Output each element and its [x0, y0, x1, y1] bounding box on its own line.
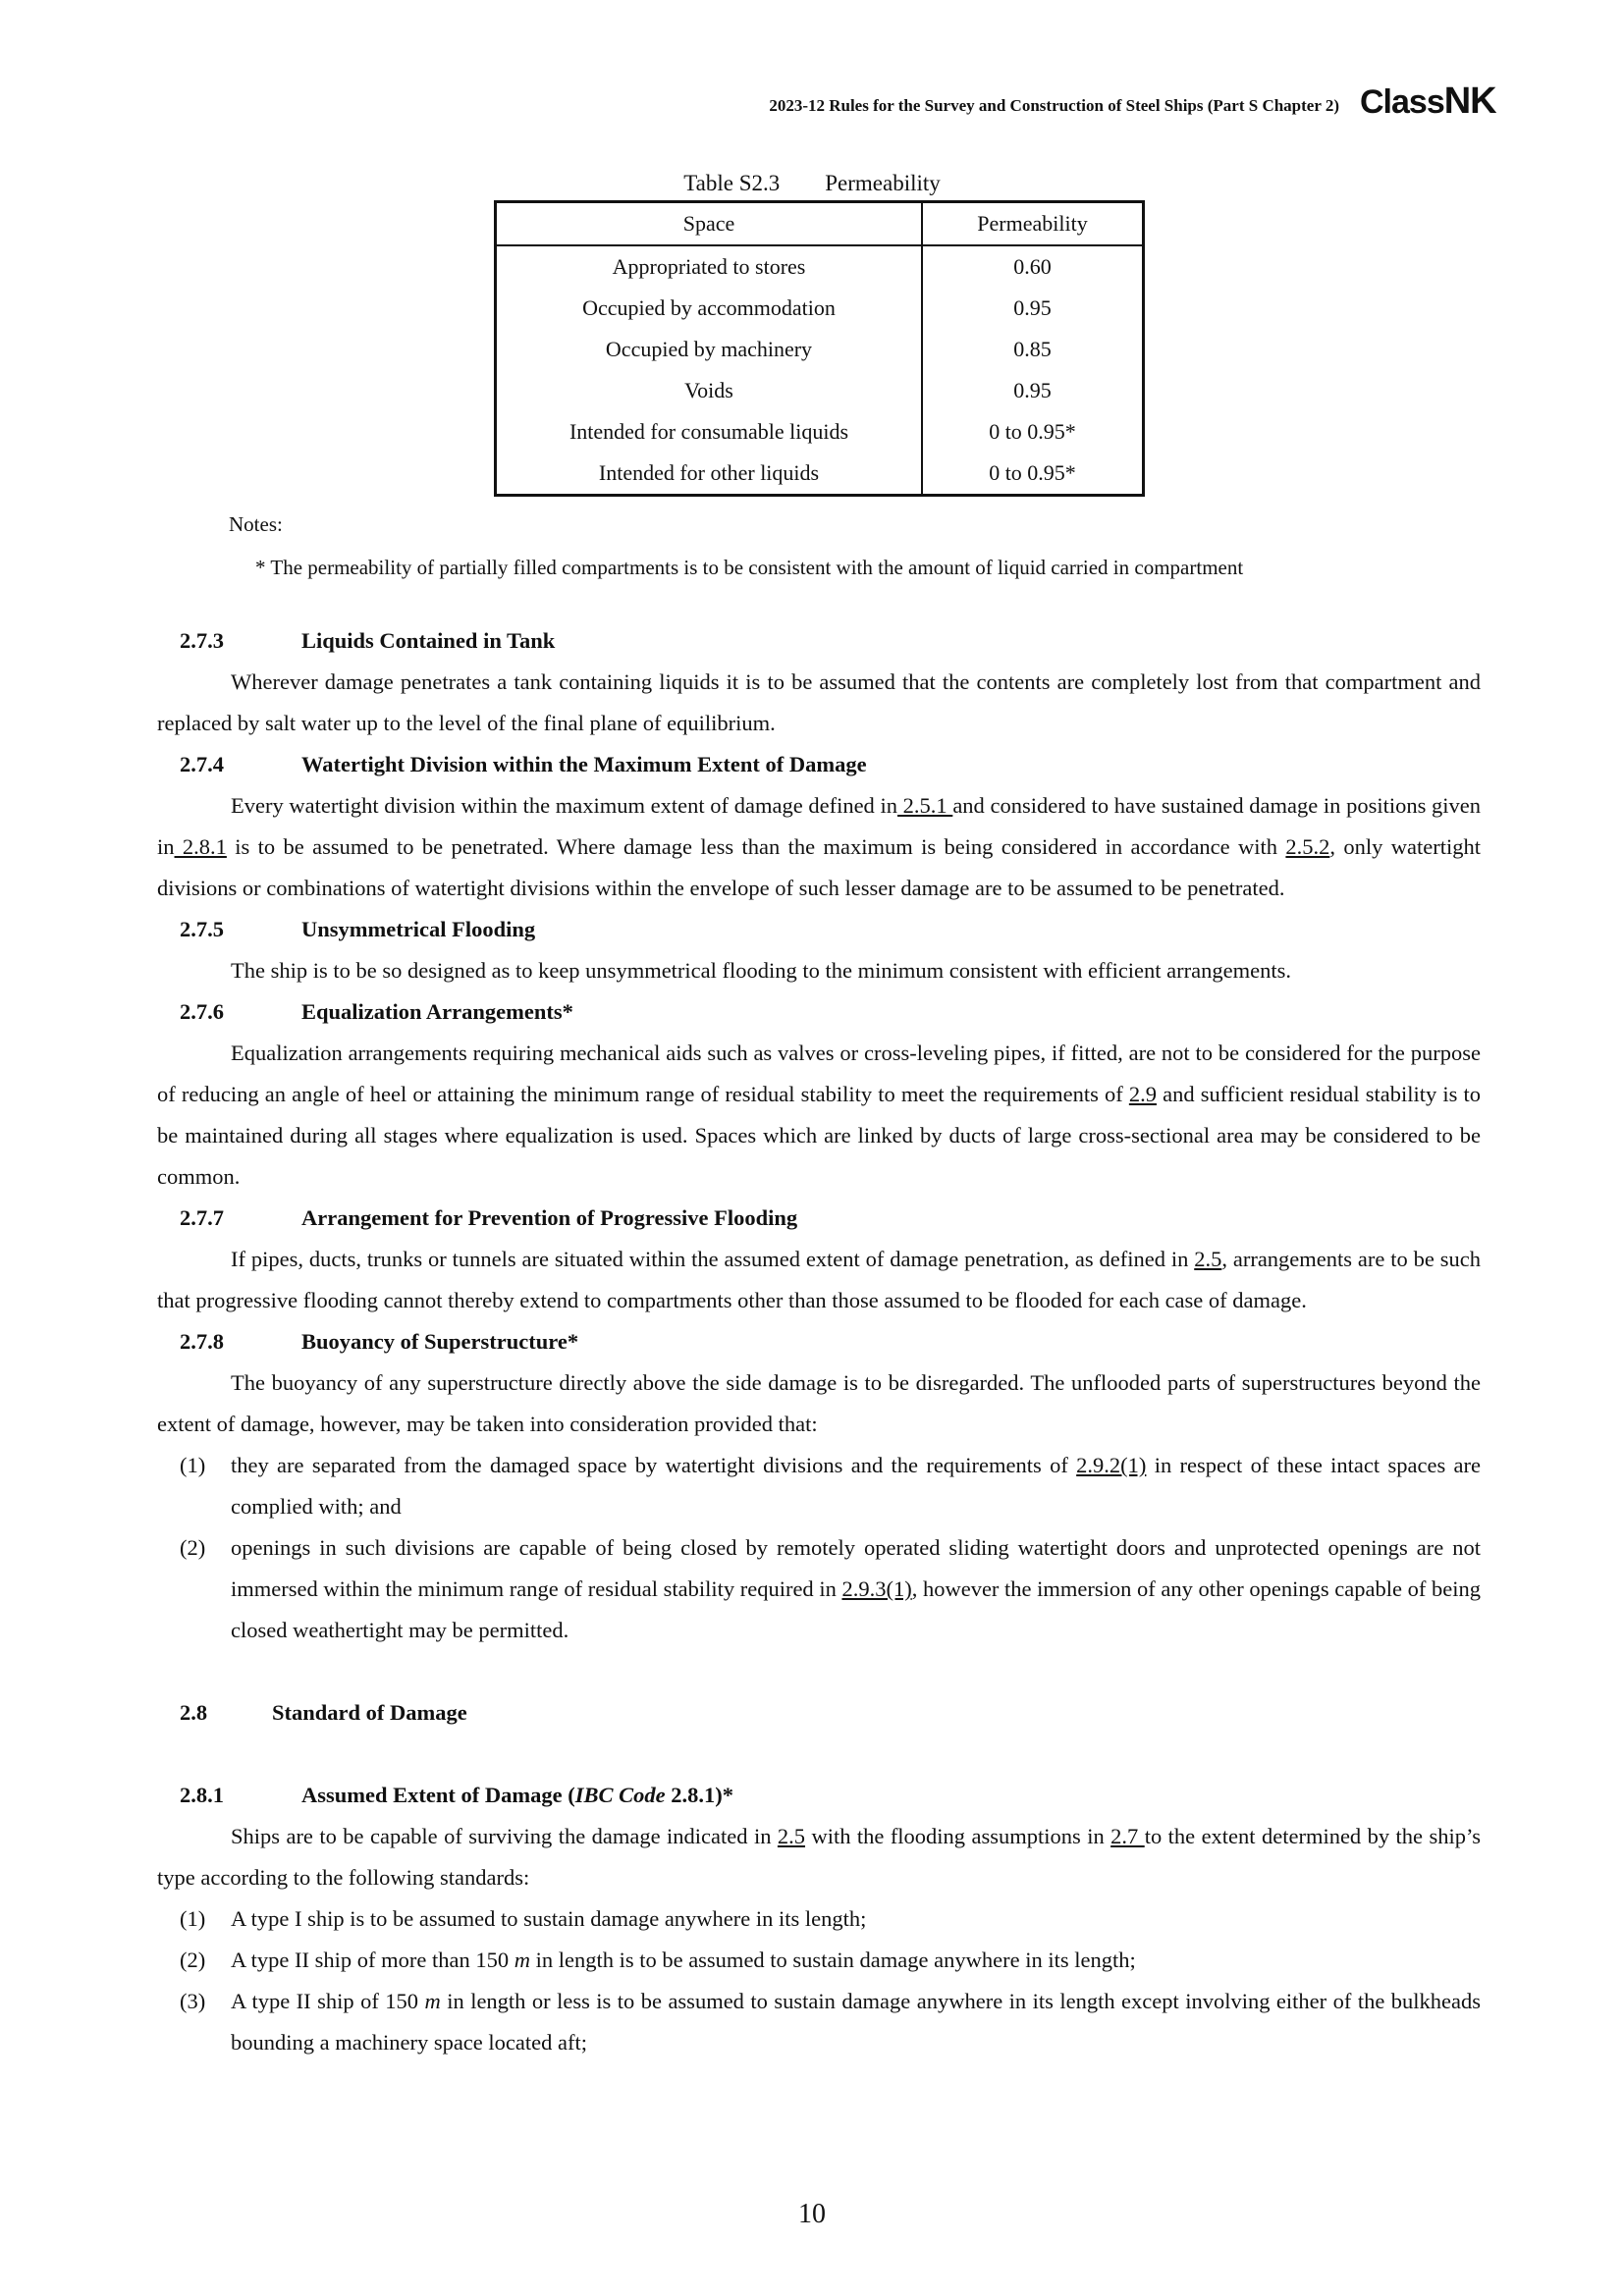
section-heading-2-7-6 [180, 991, 1481, 1033]
section-title: Buoyancy of Superstructure* [301, 1329, 579, 1354]
section-paragraph [157, 1239, 1481, 1321]
table-row [496, 329, 1144, 370]
ref-link-2-7[interactable]: 2.7 [1110, 1824, 1145, 1848]
text-run: in length or less is to be assumed to sustain damage anywhere in its length except involving either of the bulkheads bounding a machinery space located aft; [231, 1989, 1481, 2055]
table-header-row [496, 202, 1144, 246]
text-run: in respect of these intact spaces are complied with; and [231, 1453, 1481, 1519]
section-heading-2-8 [180, 1692, 1481, 1734]
spacer [157, 1734, 1481, 1775]
text-run: in length is to be assumed to sustain damage anywhere in its length; [529, 1948, 1136, 1972]
table-caption-title: Permeability [825, 171, 941, 195]
ref-link-2-5-1[interactable]: 2.5.1 [896, 793, 953, 818]
table-cell-permeability: 0 to 0.95* [989, 419, 1076, 444]
section-title: Watertight Division within the Maximum Extent of Damage [301, 752, 867, 776]
text-run: A type I ship is to be assumed to sustain damage anywhere in its length; [231, 1906, 867, 1931]
page-number: 10 [798, 2199, 826, 2229]
unit-symbol: m [424, 1989, 441, 2013]
list-item [157, 1898, 1481, 1940]
table-cell-space: Occupied by machinery [496, 329, 923, 370]
ref-link-2-5[interactable]: 2.5 [777, 1824, 806, 1848]
section-title: Equalization Arrangements* [301, 999, 573, 1024]
list-marker: (2) [180, 1535, 206, 1560]
text-run: with the flooding assumptions in [805, 1824, 1111, 1848]
text-run: openings in such divisions are capable of being closed by remotely operated sliding watertight doors and unprotected openings are not immersed within the minimum range of residual stability required in [231, 1535, 1481, 1601]
section-heading-2-7-8 [180, 1321, 1481, 1362]
ref-link-2-9-2-1[interactable]: 2.9.2(1) [1076, 1453, 1147, 1477]
notes-label: Notes: [229, 512, 283, 536]
section-title-suffix: 2.8.1)* [665, 1783, 733, 1807]
table-cell-permeability: 0.95 [1013, 295, 1052, 320]
ref-link-2-5-2[interactable]: 2.5.2 [1285, 834, 1330, 859]
text-run: If pipes, ducts, trunks or tunnels are situated within the assumed extent of damage penetration, as defined in [231, 1247, 1195, 1271]
section-paragraph: The buoyancy of any superstructure directly above the side damage is to be disregarded. The unflooded parts of superstructures beyond the extent of damage, however, may be taken into consideration provided that: [157, 1370, 1481, 1436]
section-number: 2.7.6 [180, 999, 224, 1024]
table-row [496, 453, 1144, 496]
text-run: and sufficient residual stability is to be maintained during all stages where equalization is used. Spaces which are linked by ducts of large cross-sectional area may be considered to be common. [157, 1082, 1482, 1189]
classnk-logo [1360, 80, 1496, 123]
list-marker: (2) [180, 1948, 206, 1972]
text-run: Ships are to be capable of surviving the damage indicated in [231, 1824, 778, 1848]
section-number: 2.7.4 [180, 752, 224, 776]
section-title: Assumed Extent of Damage ( [301, 1783, 575, 1807]
section-paragraph [157, 785, 1481, 909]
text-run: they are separated from the damaged space by watertight divisions and the requirements of [231, 1453, 1077, 1477]
page-header [0, 80, 1624, 126]
table-cell-permeability: 0.85 [1013, 337, 1052, 361]
section-heading-2-7-4 [180, 744, 1481, 785]
table-cell-space: Voids [496, 370, 923, 411]
text-run: A type II ship of more than 150 [231, 1948, 514, 1972]
section-number: 2.7.7 [180, 1205, 224, 1230]
table-cell-space: Occupied by accommodation [496, 288, 923, 329]
list-marker: (1) [180, 1453, 206, 1477]
section-number: 2.8.1 [180, 1783, 224, 1807]
section-heading-2-7-5 [180, 909, 1481, 950]
list-marker: (3) [180, 1989, 206, 2013]
ref-link-2-5[interactable]: 2.5 [1194, 1247, 1222, 1271]
ref-link-2-8-1[interactable]: 2.8.1 [174, 834, 227, 859]
table-cell-permeability: 0.95 [1013, 378, 1052, 402]
section-heading-2-8-1 [180, 1775, 1481, 1816]
table-row [496, 288, 1144, 329]
section-number: 2.7.3 [180, 628, 224, 653]
header-title: 2023-12 Rules for the Survey and Construction of Steel Ships (Part S Chapter 2) [769, 96, 1339, 115]
table-caption [0, 171, 1624, 196]
table-caption-id: Table S2.3 [683, 171, 781, 195]
unit-symbol: m [514, 1948, 530, 1972]
ref-link-2-9[interactable]: 2.9 [1128, 1082, 1157, 1106]
text-run: Every watertight division within the maximum extent of damage defined in [231, 793, 897, 818]
list-marker: (1) [180, 1906, 206, 1931]
table-cell-space: Intended for other liquids [496, 453, 923, 496]
section-paragraph: The ship is to be so designed as to keep unsymmetrical flooding to the minimum consistent with efficient arrangements. [231, 958, 1291, 983]
spacer [157, 1651, 1481, 1692]
table-cell-permeability: 0 to 0.95* [989, 460, 1076, 485]
list-item [157, 1981, 1481, 2063]
list-item [157, 1527, 1481, 1651]
text-run: Equalization arrangements requiring mechanical aids such as valves or cross-leveling pipes, if fitted, are not to be considered for the purpose of reducing an angle of heel or attaining the minimum range of residual stability to meet the requirements of [157, 1041, 1481, 1106]
note-text: * The permeability of partially filled compartments is to be consistent with the amount of liquid carried in compartment [255, 556, 1244, 579]
section-title-code: IBC Code [574, 1783, 666, 1807]
table-cell-space: Appropriated to stores [496, 245, 923, 288]
table-row [496, 245, 1144, 288]
section-title: Standard of Damage [272, 1700, 467, 1725]
table-cell-permeability: 0.60 [1013, 254, 1052, 279]
logo-class-text: Class [1360, 83, 1444, 121]
section-paragraph [157, 1033, 1481, 1198]
text-run: and considered to have sustained damage in positions given in [157, 793, 1481, 859]
text-run: , only watertight divisions or combinations of watertight divisions within the envelope of such lesser damage are to be assumed to be penetrated. [157, 834, 1481, 900]
document-body [157, 620, 1481, 2063]
list-item [157, 1445, 1481, 1527]
section-heading-2-7-3 [180, 620, 1481, 662]
table-row [496, 411, 1144, 453]
text-run: to the extent determined by the ship’s type according to the following standards: [157, 1824, 1481, 1890]
logo-nk-text: NK [1443, 80, 1496, 122]
table-row [496, 370, 1144, 411]
text-run: , arrangements are to be such that progressive flooding cannot thereby extend to compartments other than those assumed to be flooded for each case of damage. [157, 1247, 1482, 1312]
section-title: Liquids Contained in Tank [301, 628, 556, 653]
table-cell-space: Intended for consumable liquids [496, 411, 923, 453]
column-header-permeability: Permeability [922, 202, 1144, 246]
section-number: 2.7.5 [180, 917, 224, 941]
text-run: is to be assumed to be penetrated. Where damage less than the maximum is being considered in accordance with [226, 834, 1286, 859]
section-heading-2-7-7 [180, 1198, 1481, 1239]
section-paragraph: Wherever damage penetrates a tank containing liquids it is to be assumed that the contents are completely lost from that compartment and replaced by salt water up to the level of the final plane of equilibrium. [157, 669, 1481, 735]
text-run: , however the immersion of any other openings capable of being closed weathertight may be permitted. [231, 1576, 1481, 1642]
section-title: Unsymmetrical Flooding [301, 917, 536, 941]
text-run: A type II ship of 150 [231, 1989, 425, 2013]
section-number: 2.7.8 [180, 1329, 224, 1354]
section-title: Arrangement for Prevention of Progressive Flooding [301, 1205, 798, 1230]
ref-link-2-9-3-1[interactable]: 2.9.3(1) [841, 1576, 912, 1601]
column-header-space: Space [496, 202, 923, 246]
list-item [157, 1940, 1481, 1981]
permeability-table [494, 200, 1145, 497]
section-paragraph [157, 1816, 1481, 1898]
section-number: 2.8 [180, 1700, 208, 1725]
